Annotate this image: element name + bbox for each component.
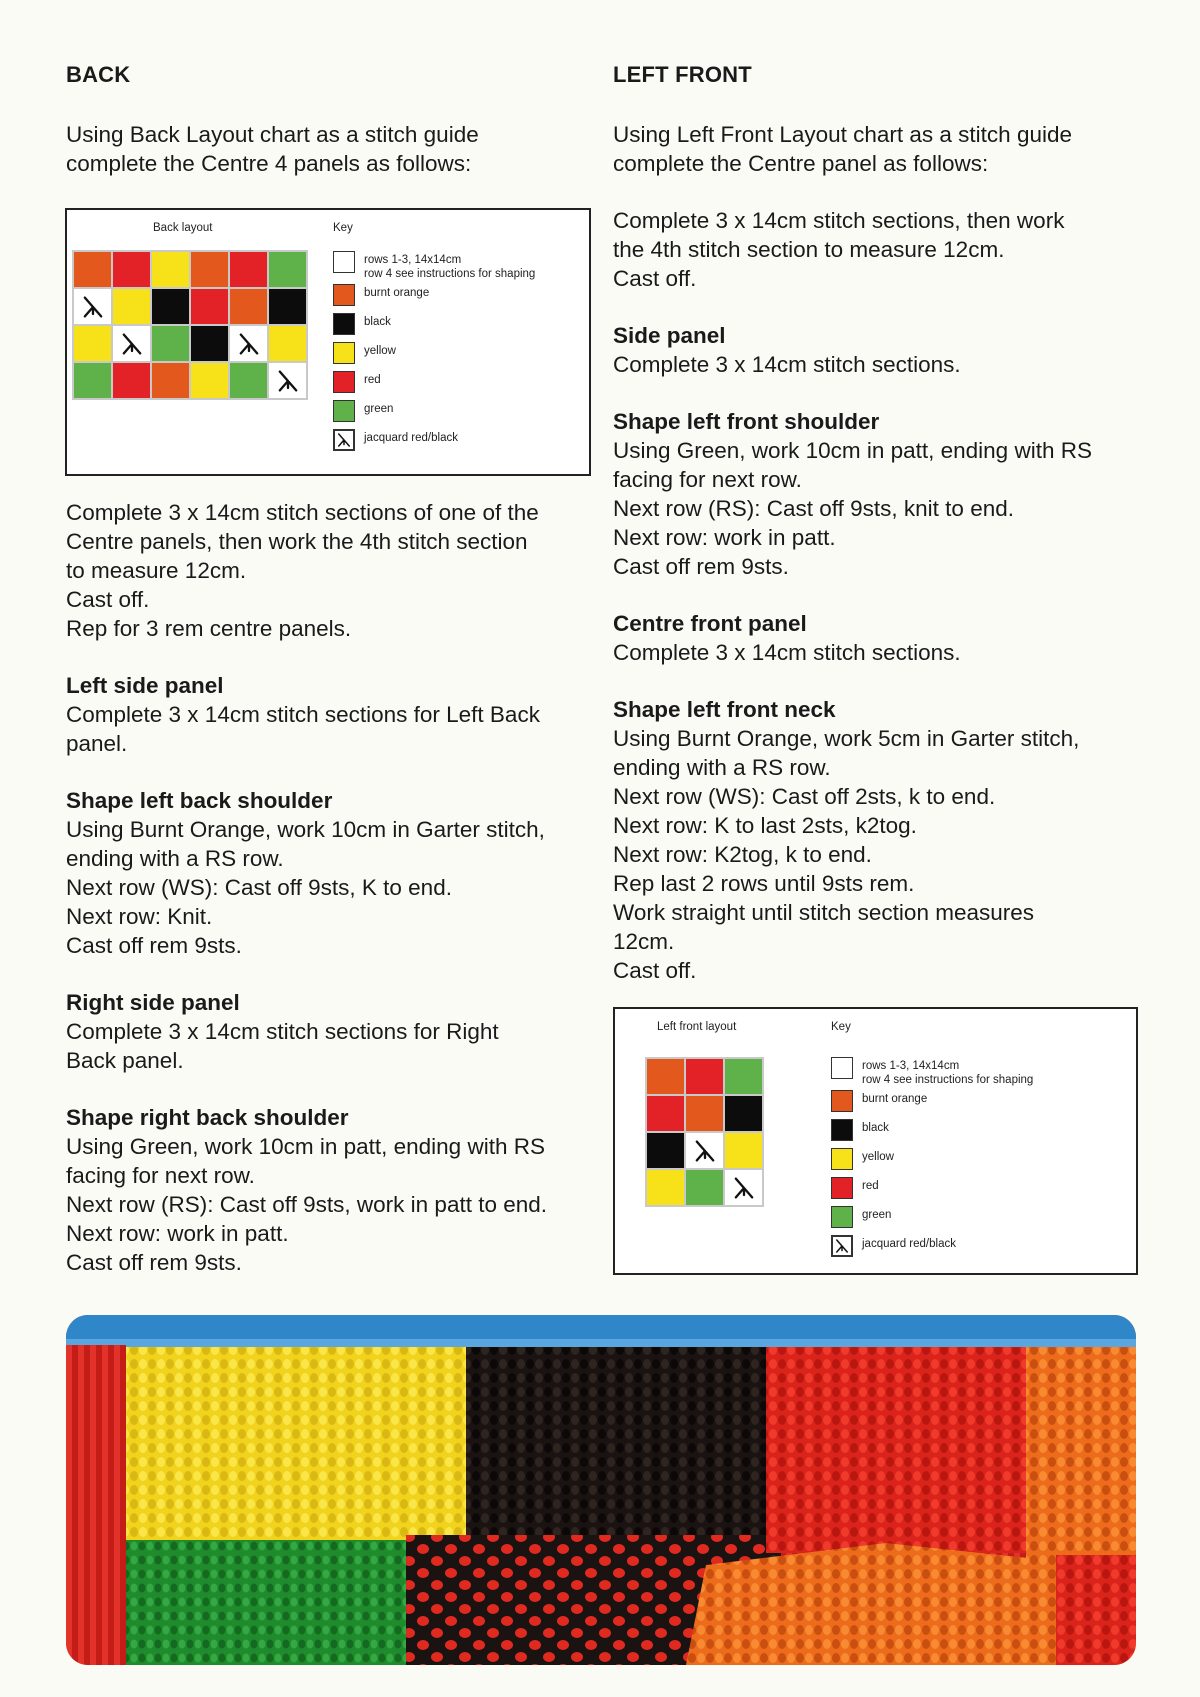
key-label-line: burnt orange <box>862 1093 928 1105</box>
jacquard-symbol-icon <box>118 330 146 358</box>
key-swatch <box>333 251 355 273</box>
grid-cell-yellow <box>647 1170 684 1205</box>
key-label <box>364 342 396 358</box>
key-swatch <box>831 1235 853 1257</box>
instruction-block <box>613 407 1143 581</box>
instruction-heading: Shape left front neck <box>613 697 836 722</box>
instruction-line: facing for next row. <box>613 467 802 492</box>
key-swatch <box>831 1057 853 1079</box>
grid-cell-red <box>113 363 150 398</box>
jacquard-symbol-icon <box>833 1237 851 1255</box>
chart-key <box>333 251 535 458</box>
instruction-line: Next row (WS): Cast off 9sts, K to end. <box>66 875 452 900</box>
key-label-line: yellow <box>862 1151 894 1163</box>
grid-cell-black <box>269 289 306 324</box>
key-item <box>831 1235 1033 1264</box>
jacquard-symbol-icon <box>79 293 107 321</box>
key-swatch <box>333 284 355 306</box>
instruction-line: ending with a RS row. <box>613 755 831 780</box>
grid-cell-black <box>725 1096 762 1131</box>
grid-cell-red <box>113 252 150 287</box>
instruction-line: Cast off. <box>66 587 150 612</box>
key-label-line: black <box>862 1122 889 1134</box>
chart-key-title: Key <box>831 1021 851 1033</box>
back-intro <box>66 120 596 178</box>
key-label <box>364 313 391 329</box>
key-label-line: red <box>364 374 381 386</box>
instruction-line: Complete 3 x 14cm stitch sections. <box>613 640 961 665</box>
instruction-line: Next row (WS): Cast off 2sts, k to end. <box>613 784 996 809</box>
instruction-line: Using Burnt Orange, work 10cm in Garter stitch, <box>66 817 545 842</box>
instruction-heading: Shape right back shoulder <box>66 1105 349 1130</box>
key-swatch <box>831 1090 853 1112</box>
grid-cell-black <box>191 326 228 361</box>
key-swatch <box>831 1206 853 1228</box>
instruction-block <box>66 988 596 1075</box>
back-instructions <box>66 498 596 1277</box>
instruction-line: Using Burnt Orange, work 5cm in Garter stitch, <box>613 726 1080 751</box>
grid-cell-black <box>647 1133 684 1168</box>
grid-cell-burnt-orange <box>191 252 228 287</box>
instruction-line: Next row: K to last 2sts, k2tog. <box>613 813 917 838</box>
key-item <box>333 342 535 371</box>
instruction-line: Complete 3 x 14cm stitch sections, then work <box>613 208 1065 233</box>
instruction-line: Next row: K2tog, k to end. <box>613 842 872 867</box>
key-item <box>333 429 535 458</box>
key-label-line: green <box>862 1209 892 1221</box>
key-swatch <box>333 342 355 364</box>
right-column <box>613 62 1143 1275</box>
key-label-line: green <box>364 403 394 415</box>
instruction-line: Work straight until stitch section measures <box>613 900 1034 925</box>
instruction-heading: Side panel <box>613 323 726 348</box>
jacquard-symbol-icon <box>335 431 353 449</box>
intro-line: complete the Centre 4 panels as follows: <box>66 151 472 176</box>
grid-cell-yellow <box>152 252 189 287</box>
grid-cell-green <box>269 252 306 287</box>
chart-key-title: Key <box>333 222 353 234</box>
key-swatch <box>831 1119 853 1141</box>
instruction-line: Cast off. <box>613 266 697 291</box>
key-label <box>364 251 535 281</box>
key-label <box>862 1057 1033 1087</box>
key-swatch <box>333 400 355 422</box>
jacquard-symbol-icon <box>274 367 302 395</box>
key-label-line: burnt orange <box>364 287 430 299</box>
instruction-line: Next row (RS): Cast off 9sts, knit to end. <box>613 496 1014 521</box>
instruction-line: Cast off rem 9sts. <box>66 1250 242 1275</box>
chart-layout-title: Back layout <box>153 222 213 234</box>
grid-cell-red <box>686 1059 723 1094</box>
instruction-block <box>613 321 1143 379</box>
grid-cell-burnt-orange <box>152 363 189 398</box>
key-swatch <box>831 1148 853 1170</box>
key-label-line: rows 1-3, 14x14cm <box>364 254 462 266</box>
grid-cell-green <box>152 326 189 361</box>
instruction-block <box>66 786 596 960</box>
key-label-line: red <box>862 1180 879 1192</box>
instruction-line: Complete 3 x 14cm stitch sections for Right <box>66 1019 499 1044</box>
grid-cell-burnt-orange <box>230 289 267 324</box>
instruction-line: Next row: work in patt. <box>613 525 836 550</box>
instruction-line: ending with a RS row. <box>66 846 284 871</box>
instruction-line: Complete 3 x 14cm stitch sections. <box>613 352 961 377</box>
instruction-line: Rep for 3 rem centre panels. <box>66 616 352 641</box>
instruction-heading: Shape left front shoulder <box>613 409 880 434</box>
key-label <box>862 1177 879 1193</box>
grid-cell-yellow <box>74 326 111 361</box>
key-label-line: row 4 see instructions for shaping <box>862 1074 1034 1086</box>
key-label <box>364 284 429 300</box>
instruction-line: Next row: Knit. <box>66 904 213 929</box>
instruction-block <box>66 1103 596 1277</box>
instruction-line: 12cm. <box>613 929 675 954</box>
grid-cell-burnt-orange <box>74 252 111 287</box>
grid-cell-jacquard <box>725 1170 762 1205</box>
instruction-block <box>613 609 1143 667</box>
instruction-block <box>613 695 1143 985</box>
jacquard-symbol-icon <box>691 1137 719 1165</box>
grid-cell-jacquard <box>686 1133 723 1168</box>
key-item <box>333 400 535 429</box>
key-label <box>364 429 458 445</box>
grid-cell-jacquard <box>269 363 306 398</box>
instruction-line: panel. <box>66 731 128 756</box>
grid-cell-black <box>152 289 189 324</box>
grid-cell-red <box>647 1096 684 1131</box>
instruction-line: Cast off rem 9sts. <box>66 933 242 958</box>
key-item <box>333 371 535 400</box>
instruction-line: Using Green, work 10cm in patt, ending with RS <box>613 438 1092 463</box>
key-swatch <box>333 371 355 393</box>
instruction-line: Complete 3 x 14cm stitch sections for Left Back <box>66 702 540 727</box>
left-front-layout-chart <box>613 1007 1138 1275</box>
key-label-line: jacquard red/black <box>364 432 458 444</box>
key-label <box>862 1090 927 1106</box>
grid-cell-burnt-orange <box>647 1059 684 1094</box>
key-item <box>831 1057 1033 1090</box>
key-swatch <box>333 313 355 335</box>
key-item <box>831 1119 1033 1148</box>
key-label <box>364 371 381 387</box>
grid-cell-yellow <box>725 1133 762 1168</box>
key-swatch <box>831 1177 853 1199</box>
left-front-layout-grid <box>645 1057 764 1207</box>
key-label-line: row 4 see instructions for shaping <box>364 268 536 280</box>
grid-cell-yellow <box>191 363 228 398</box>
grid-cell-jacquard <box>113 326 150 361</box>
key-label <box>862 1206 891 1222</box>
instruction-line: Cast off. <box>613 958 697 983</box>
key-item <box>333 284 535 313</box>
grid-cell-red <box>191 289 228 324</box>
key-label-line: jacquard red/black <box>862 1238 956 1250</box>
grid-cell-burnt-orange <box>686 1096 723 1131</box>
key-item <box>831 1177 1033 1206</box>
jacquard-symbol-icon <box>730 1174 758 1202</box>
instruction-heading: Shape left back shoulder <box>66 788 333 813</box>
back-layout-chart <box>65 208 591 476</box>
instruction-line: Cast off rem 9sts. <box>613 554 789 579</box>
instruction-heading: Centre front panel <box>613 611 807 636</box>
left-front-intro <box>613 120 1143 178</box>
grid-cell-green <box>74 363 111 398</box>
key-label <box>862 1148 894 1164</box>
key-swatch <box>333 429 355 451</box>
instruction-line: Rep last 2 rows until 9sts rem. <box>613 871 915 896</box>
chart-key <box>831 1057 1033 1264</box>
key-item <box>831 1148 1033 1177</box>
key-item <box>831 1090 1033 1119</box>
knitted-texture-image <box>66 1315 1136 1665</box>
instruction-line: Complete 3 x 14cm stitch sections of one of the <box>66 500 539 525</box>
grid-cell-jacquard <box>230 326 267 361</box>
key-label <box>862 1235 956 1251</box>
key-item <box>831 1206 1033 1235</box>
instruction-block <box>66 498 596 643</box>
jacquard-symbol-icon <box>235 330 263 358</box>
grid-cell-green <box>686 1170 723 1205</box>
instruction-line: Back panel. <box>66 1048 184 1073</box>
back-layout-grid <box>72 250 308 400</box>
instruction-line: Next row: work in patt. <box>66 1221 289 1246</box>
instruction-line: the 4th stitch section to measure 12cm. <box>613 237 1005 262</box>
intro-line: complete the Centre panel as follows: <box>613 151 989 176</box>
key-label-line: black <box>364 316 391 328</box>
left-column <box>66 62 596 1305</box>
intro-line: Using Left Front Layout chart as a stitch guide <box>613 122 1072 147</box>
grid-cell-yellow <box>113 289 150 324</box>
left-front-section-title: LEFT FRONT <box>613 62 752 87</box>
knitted-patchwork-photo <box>66 1315 1136 1665</box>
intro-line: Using Back Layout chart as a stitch guide <box>66 122 479 147</box>
grid-cell-green <box>230 363 267 398</box>
back-section-title: BACK <box>66 62 131 87</box>
grid-cell-red <box>230 252 267 287</box>
key-item <box>333 251 535 284</box>
key-label <box>364 400 393 416</box>
instruction-block <box>613 206 1143 293</box>
key-label-line: yellow <box>364 345 396 357</box>
instruction-heading: Right side panel <box>66 990 240 1015</box>
chart-layout-title: Left front layout <box>657 1021 737 1033</box>
instruction-heading: Left side panel <box>66 673 224 698</box>
key-item <box>333 313 535 342</box>
instruction-block <box>66 671 596 758</box>
key-label <box>862 1119 889 1135</box>
grid-cell-green <box>725 1059 762 1094</box>
instruction-line: Using Green, work 10cm in patt, ending with RS <box>66 1134 545 1159</box>
grid-cell-jacquard <box>74 289 111 324</box>
instruction-line: facing for next row. <box>66 1163 255 1188</box>
key-label-line: rows 1-3, 14x14cm <box>862 1060 960 1072</box>
instruction-line: Next row (RS): Cast off 9sts, work in patt to end. <box>66 1192 548 1217</box>
instruction-line: to measure 12cm. <box>66 558 247 583</box>
grid-cell-yellow <box>269 326 306 361</box>
left-front-instructions <box>613 206 1143 985</box>
instruction-line: Centre panels, then work the 4th stitch section <box>66 529 528 554</box>
